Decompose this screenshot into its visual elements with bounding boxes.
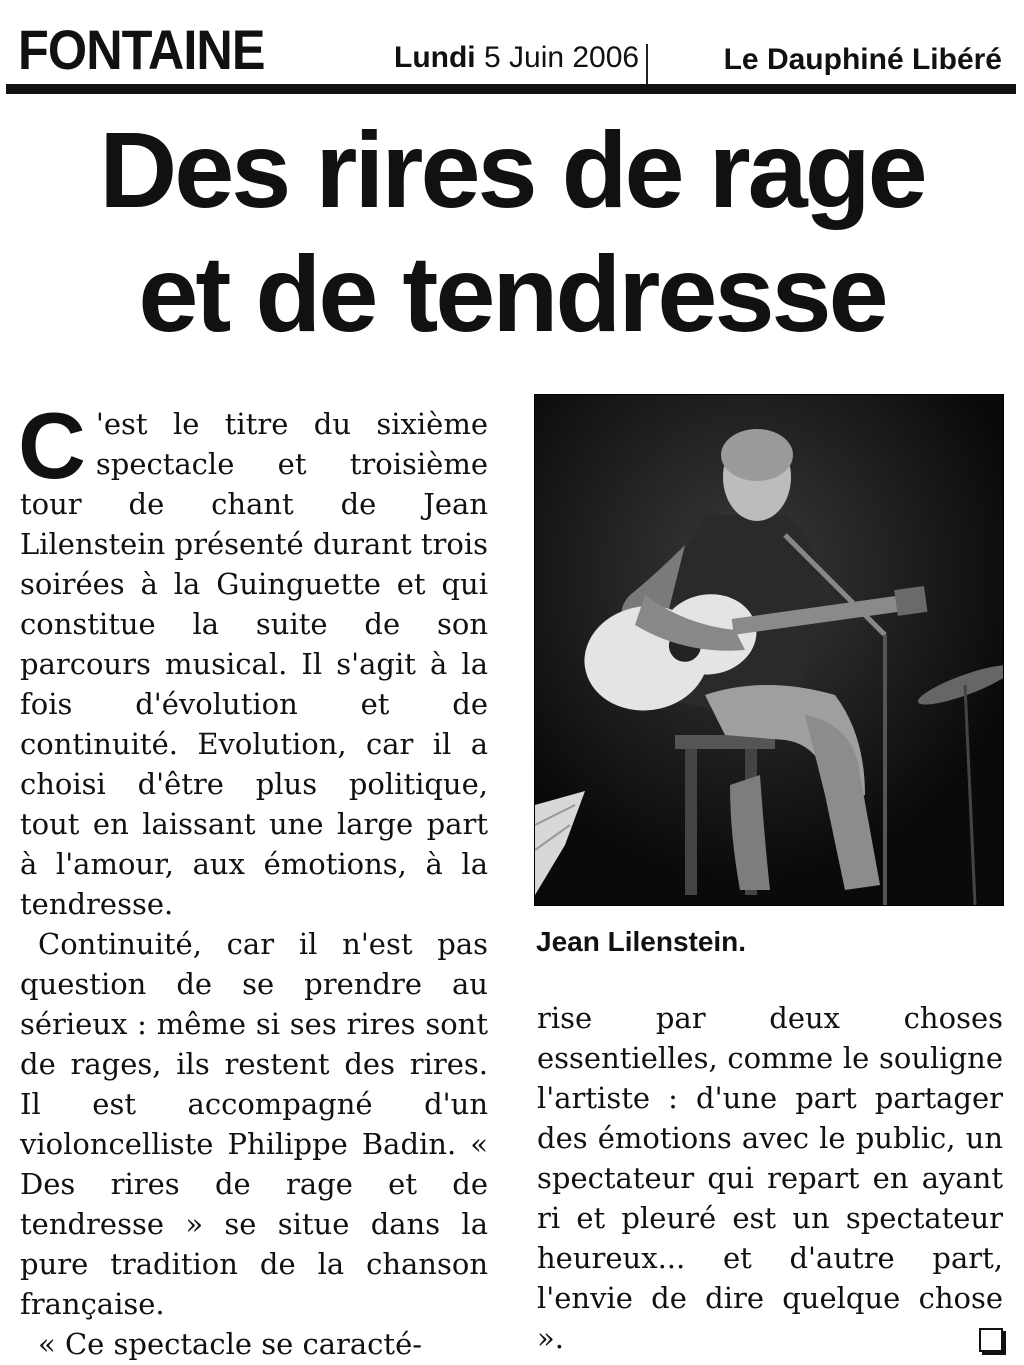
photo-caption: Jean Lilenstein.: [536, 926, 747, 957]
drop-cap: C: [18, 393, 86, 498]
headline: [0, 108, 1024, 356]
paragraph-1: [18, 393, 488, 924]
paragraph-3-continued: [537, 998, 1003, 1358]
dateline-day: Lundi: [394, 41, 476, 74]
paragraph-2: Continuité, car il n'est pas question de se prendre au sérieux : même si ses rires sont de rages, ils restent des rires. Il est accompagné d'un violoncelliste Philippe Badin. « Des rires de rage et de tendresse » se situe dans la pure tradition de la chanson française.: [20, 927, 488, 1321]
masthead-rule: [6, 84, 1016, 94]
dateline-date: 5 Juin 2006: [483, 41, 640, 74]
article-photo: [534, 394, 1004, 906]
dateline: [394, 40, 639, 76]
paragraph-3-text: rise par deux choses essentielles, comme le souligne l'artiste : d'une part partager des émotions avec le public, un spectateur qui repart en ayant ri et pleuré est un spectateur heureux... et d'autre part, l'envie de dire quelque chose ».: [537, 1001, 1003, 1355]
end-of-article-box-icon: [979, 1328, 1003, 1352]
masthead-separator: [646, 44, 648, 84]
newspaper-name: Le Dauphiné Libéré: [723, 43, 1002, 76]
paragraph-1-text: 'est le titre du sixième spectacle et troisième tour de chant de Jean Lilenstein présenté durant trois soirées à la Guinguette et qui constitue la suite de son parcours musical. Il s'agit à la fois d'évolution et de continuité. Evolution, car il a choisi d'être plus politique, tout en laissant une large part à l'amour, aux émotions, à la tendresse.: [20, 407, 488, 921]
section-name: FONTAINE: [18, 18, 265, 81]
headline-line-1: Des rires de rage: [99, 109, 925, 230]
article-column-right: [537, 998, 1003, 1358]
paragraph-3-start: « Ce spectacle se caracté-: [38, 1327, 423, 1361]
article-column-left: [18, 393, 488, 1364]
guitarist-photo-illustration: [535, 395, 1003, 905]
headline-line-2: et de tendresse: [138, 233, 886, 354]
masthead: [18, 18, 1012, 88]
